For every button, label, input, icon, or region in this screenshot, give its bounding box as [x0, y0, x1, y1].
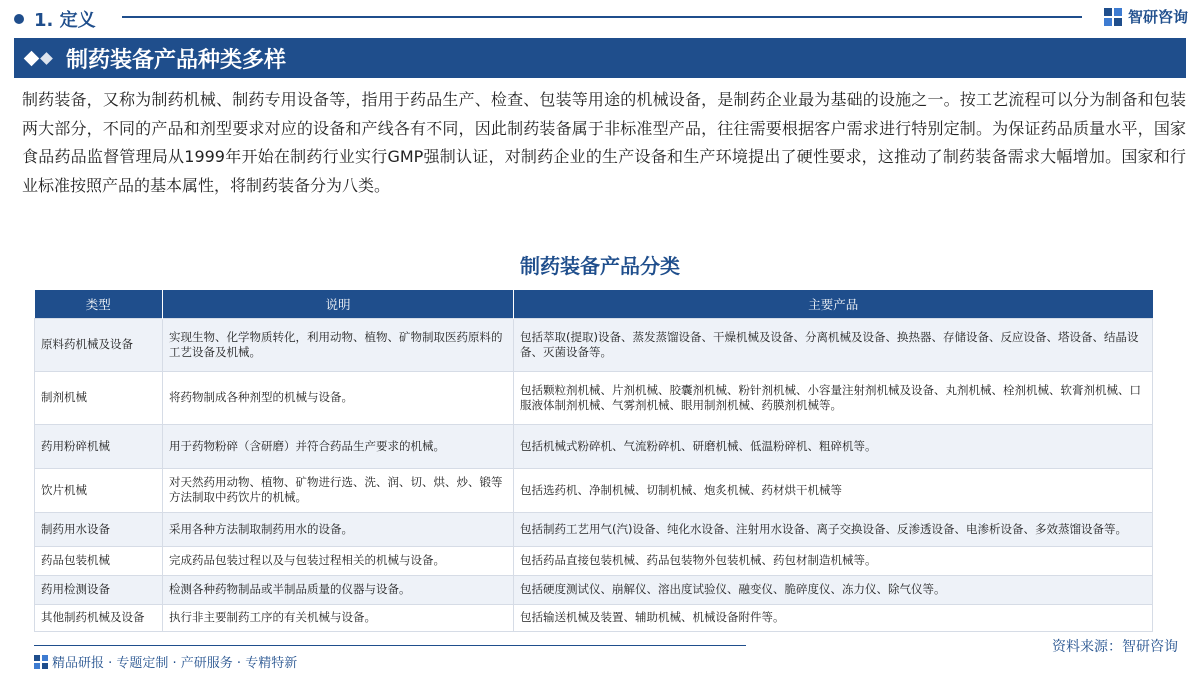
diamond-icon: [26, 53, 56, 64]
header-rule: [122, 16, 1082, 18]
header-type: 类型: [35, 290, 163, 318]
cell-type: 制剂机械: [35, 371, 163, 424]
footer-rule: [34, 645, 746, 646]
classification-table: [34, 290, 1152, 632]
title-banner: [14, 38, 1186, 78]
brand-logo-icon: [1103, 7, 1123, 27]
table-row: [35, 424, 1153, 468]
cell-products: 包括颗粒剂机械、片剂机械、胶囊剂机械、粉针剂机械、小容量注射剂机械及设备、丸剂机械、栓剂机械、软膏剂机械、口服液体制剂机械、气雾剂机械、眼用制剂机械、药膜剂机械等。: [514, 371, 1153, 424]
cell-type: 饮片机械: [35, 468, 163, 512]
cell-desc: 将药物制成各种剂型的机械与设备。: [163, 371, 514, 424]
table-header-row: [35, 290, 1153, 318]
table-row: [35, 575, 1153, 604]
table-row: [35, 604, 1153, 631]
cell-type: 药品包装机械: [35, 546, 163, 575]
bullet-dot-icon: [14, 14, 24, 24]
banner-title: 制药装备产品种类多样: [66, 47, 287, 73]
footer-slogan-block: [34, 652, 297, 671]
cell-type: 制药用水设备: [35, 512, 163, 546]
section-title: 1. 定义: [34, 10, 96, 31]
cell-products: 包括萃取(提取)设备、蒸发蒸馏设备、干燥机械及设备、分离机械及设备、换热器、存储设备、反应设备、塔设备、结晶设备、灭菌设备等。: [514, 318, 1153, 371]
header-products: 主要产品: [514, 290, 1153, 318]
cell-desc: 实现生物、化学物质转化，利用动物、植物、矿物制取医药原料的工艺设备及机械。: [163, 318, 514, 371]
table-row: [35, 371, 1153, 424]
cell-products: 包括制药工艺用气(汽)设备、纯化水设备、注射用水设备、离子交换设备、反渗透设备、电渗析设备、多效蒸馏设备等。: [514, 512, 1153, 546]
cell-desc: 对天然药用动物、植物、矿物进行选、洗、润、切、烘、炒、锻等方法制取中药饮片的机械。: [163, 468, 514, 512]
table-row: [35, 546, 1153, 575]
cell-products: 包括选药机、净制机械、切制机械、炮炙机械、药材烘干机械等: [514, 468, 1153, 512]
top-bar: [0, 0, 1200, 32]
table-row: [35, 512, 1153, 546]
cell-type: 药用粉碎机械: [35, 424, 163, 468]
cell-type: 其他制药机械及设备: [35, 604, 163, 631]
table-title: 制药装备产品分类: [520, 254, 680, 278]
cell-desc: 完成药品包装过程以及与包装过程相关的机械与设备。: [163, 546, 514, 575]
header-desc: 说明: [163, 290, 514, 318]
cell-type: 药用检测设备: [35, 575, 163, 604]
brand-logo-icon: [34, 655, 48, 669]
cell-products: 包括输送机械及装置、辅助机械、机械设备附件等。: [514, 604, 1153, 631]
footer-slogan: 精品研报 · 专题定制 · 产研服务 · 专精特新: [52, 656, 298, 671]
table-row: [35, 318, 1153, 371]
brand-name: 智研咨询: [1127, 8, 1188, 26]
cell-desc: 用于药物粉碎（含研磨）并符合药品生产要求的机械。: [163, 424, 514, 468]
brand: [1103, 6, 1188, 27]
cell-products: 包括机械式粉碎机、气流粉碎机、研磨机械、低温粉碎机、粗碎机等。: [514, 424, 1153, 468]
cell-desc: 检测各种药物制品或半制品质量的仪器与设备。: [163, 575, 514, 604]
section-heading: [14, 6, 96, 32]
cell-desc: 执行非主要制药工序的有关机械与设备。: [163, 604, 514, 631]
table-row: [35, 468, 1153, 512]
cell-products: 包括药品直接包装机械、药品包装物外包装机械、药包材制造机械等。: [514, 546, 1153, 575]
cell-products: 包括硬度测试仪、崩解仪、溶出度试验仪、融变仪、脆碎度仪、冻力仪、除气仪等。: [514, 575, 1153, 604]
source-note: 资料来源：智研咨询: [1052, 639, 1178, 655]
cell-type: 原料药机械及设备: [35, 318, 163, 371]
intro-paragraph: 制药装备，又称为制药机械、制药专用设备等，指用于药品生产、检查、包装等用途的机械设备，是制药企业最为基础的设施之一。按工艺流程可以分为制备和包装两大部分，不同的产品和剂型要求对应的设备和产线各有不同，因此制药装备属于非标准型产品，往往需要根据客户需求进行特别定制。为保证药品质量水平，国家食品药品监督管理局从1999年开始在制药行业实行GMP强制认证，对制药企业的生产设备和生产环境提出了硬性要求，这推动了制药装备需求大幅增加。国家和行业标准按照产品的基本属性，将制药装备分为八类。: [22, 90, 1186, 195]
cell-desc: 采用各种方法制取制药用水的设备。: [163, 512, 514, 546]
